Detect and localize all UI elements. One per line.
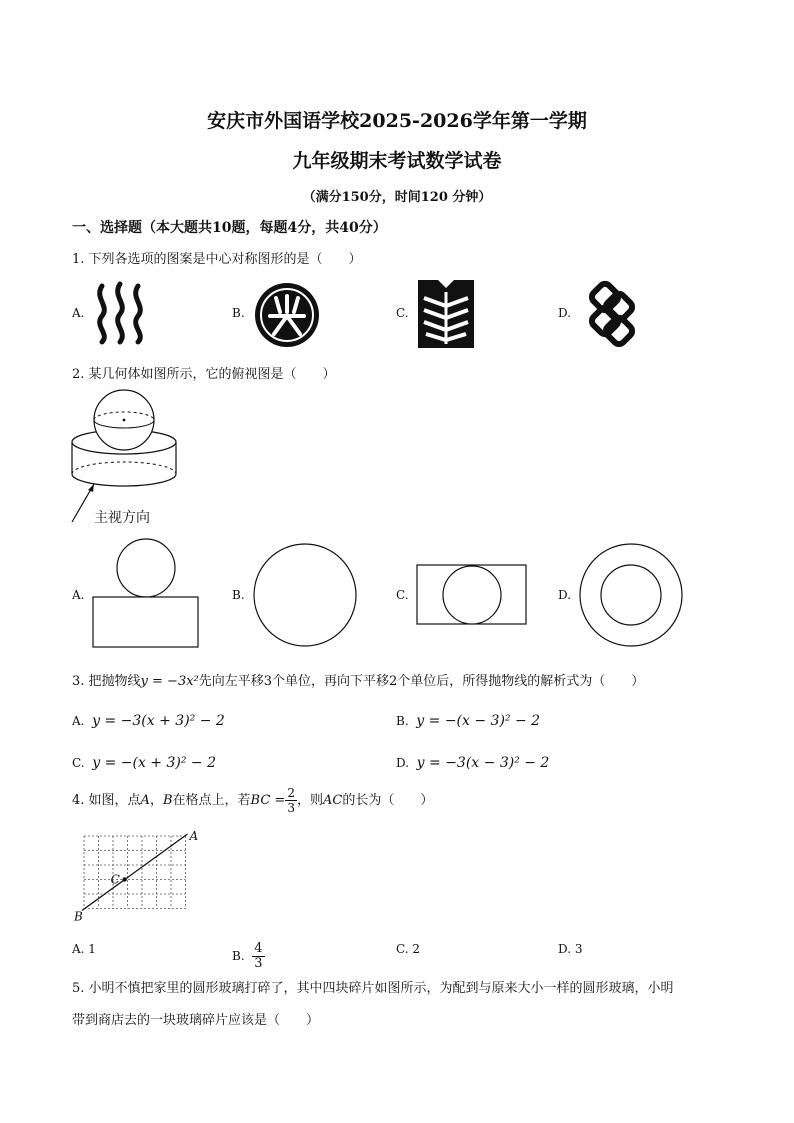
q2-option-a-figure xyxy=(92,538,202,650)
q1-option-a-label: A. xyxy=(72,306,85,320)
q3-option-c: C. y = −(x + 3)² − 2 xyxy=(72,755,216,771)
question-5-line2: 带到商店去的一块玻璃碎片应该是（ ） xyxy=(72,1013,320,1028)
q2-option-d-figure xyxy=(578,542,684,648)
question-4-stem: 4. 如图，点A，B在格点上，若BC = $\frac{2}{3}$ ，则AC的长为（ ） xyxy=(72,786,434,815)
q4-option-b-fraction: $\frac{4}{3}$ xyxy=(254,941,263,971)
label-c: C xyxy=(110,872,120,887)
question-5-line1: 5. 小明不慎把家里的圆形玻璃打碎了，其中四块碎片如图所示，为配到与原来大小一样的圆形玻璃，小明 xyxy=(72,981,674,996)
q1-option-c-label: C. xyxy=(396,306,409,320)
q2-option-c-label: C. xyxy=(396,588,409,602)
q3-original-parabola: y = −3x² xyxy=(140,674,199,689)
q1-option-d-label: D. xyxy=(558,306,572,320)
q3-option-a: A. y = −3(x + 3)² − 2 xyxy=(72,713,225,729)
exam-title-line2: 九年级期末考试数学试卷 xyxy=(292,150,502,172)
q4-option-a: A. 1 xyxy=(72,942,96,956)
q4-grid-figure xyxy=(70,826,200,922)
q2-option-a-label: A. xyxy=(72,588,85,602)
q1-option-b-label: B. xyxy=(232,306,245,320)
q4-bc-fraction: $\frac{2}{3}$ xyxy=(287,786,295,815)
q1-option-b-figure xyxy=(254,282,320,348)
q2-option-b-label: B. xyxy=(232,588,245,602)
question-2-stem: 2. 某几何体如图所示，它的俯视图是（ ） xyxy=(72,367,336,382)
q2-option-b-figure xyxy=(252,542,358,648)
question-3-stem: 3. 把抛物线y = −3x²先向左平移3个单位，再向下平移2个单位后，所得抛物线的解析式为（ ） xyxy=(72,674,645,689)
question-1-stem: 1. 下列各选项的图案是中心对称图形的是（ ） xyxy=(72,252,362,267)
q1-option-d-figure xyxy=(580,282,644,346)
q2-option-d-label: D. xyxy=(558,588,572,602)
q4-option-c: C. 2 xyxy=(396,942,421,956)
segment-ab xyxy=(82,834,188,911)
label-b: B xyxy=(74,909,83,924)
q1-option-a-figure xyxy=(92,282,152,344)
point-c xyxy=(122,877,126,881)
q4-option-b: B. $\frac{4}{3}$ xyxy=(232,941,263,971)
q3-option-b: B. y = −(x − 3)² − 2 xyxy=(396,713,541,729)
q4-option-d: D. 3 xyxy=(558,942,583,956)
exam-title-line1: 安庆市外国语学校2025-2026学年第一学期 xyxy=(207,110,587,132)
q2-view-direction-label: 主视方向 xyxy=(94,510,150,526)
q3-option-d: D. y = −3(x − 3)² − 2 xyxy=(396,755,550,771)
label-a: A xyxy=(189,829,199,843)
q1-option-c-figure xyxy=(418,280,474,348)
exam-subtitle: （满分150分，时间120 分钟） xyxy=(302,190,492,205)
q2-option-c-figure xyxy=(416,564,528,626)
section-heading: 一、选择题（本大题共10题，每题4分，共40分） xyxy=(72,220,387,236)
